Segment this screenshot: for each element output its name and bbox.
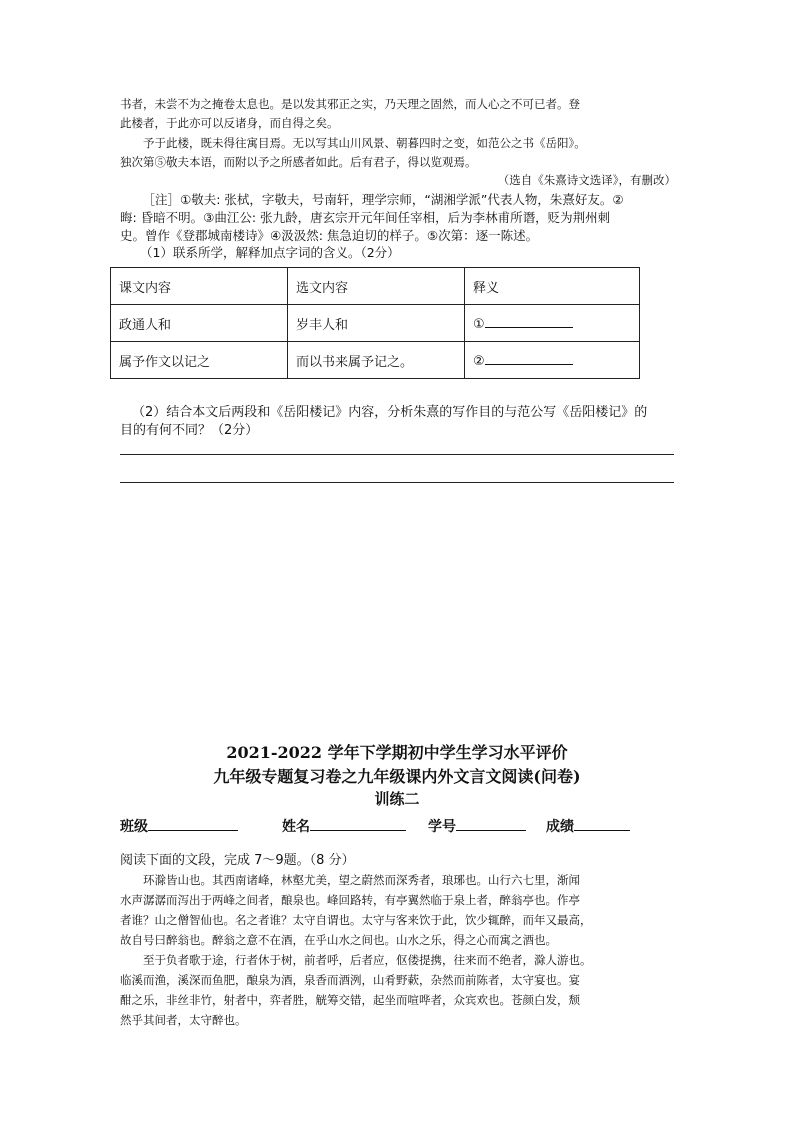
passage2-line: 故自号曰醉翁也。醉翁之意不在酒，在乎山水之间也。山水之乐，得之心而寓之酒也。 [120,933,557,947]
answer-number: ① [473,316,485,332]
table-cell: 属予作文以记之 [111,342,288,379]
name-field[interactable] [282,816,406,836]
question-2-line: （2）结合本文后两段和《岳阳楼记》内容，分析朱熹的写作目的与范公写《岳阳楼记》的 [132,405,648,420]
student-id-blank[interactable] [456,816,526,831]
passage2-line: 至于负者歌于途，行者休于树，前者呼，后者应，伛偻提携，往来而不绝者，滁人游也。 [143,953,592,967]
passage1-line: 书者，未尝不为之掩卷太息也。是以发其邪正之实，乃天理之固然，而人心之不可已者。登 [120,97,580,111]
student-id-label: 学号 [428,819,456,835]
exam-section-title: 训练二 [374,790,420,808]
name-label: 姓名 [282,819,310,835]
table-header-cell: 选文内容 [288,268,465,305]
passage2-line: 水声潺潺而泻出于两峰之间者，酿泉也。峰回路转，有亭翼然临于泉上者，醉翁亭也。作亭 [120,893,580,907]
passage2-line: 然乎其间者，太守醉也。 [120,1013,247,1027]
source-citation: （选自《朱熹诗文选译》，有删改） [497,173,676,187]
name-blank[interactable] [310,816,406,831]
note-line: 史。曾作《登郡城南楼诗》④汲汲然: 焦急迫切的样子。⑤次第：逐一陈述。 [120,228,539,243]
score-blank[interactable] [574,816,630,831]
answer-blank[interactable] [485,352,573,365]
table-header-cell: 释义 [465,268,640,305]
class-label: 班级 [120,819,148,835]
note-line: ［注］①敬夫: 张栻，字敬夫，号南轩，理学宗师，“湖湘学派”代表人物，朱熹好友。② [142,192,624,207]
exam-title: 2021-2022 学年下学期初中学生学习水平评价 [226,743,568,762]
table-header-cell: 课文内容 [111,268,288,305]
answer-cell[interactable] [465,342,640,379]
answer-line[interactable] [120,482,674,483]
table-header-row [111,268,640,305]
reading-instruction: 阅读下面的文段，完成 7～9题。（8 分） [120,853,355,868]
question-2-line: 目的有何不同？（2分） [120,423,259,438]
passage2-line: 者谁？山之僧智仙也。名之者谁？太守自谓也。太守与客来饮于此，饮少辄醉，而年又最高， [120,913,592,927]
answer-cell[interactable] [465,305,640,342]
class-field[interactable] [120,816,238,836]
score-field[interactable] [546,816,630,836]
table-cell: 而以书来属予记之。 [288,342,465,379]
table-cell: 政通人和 [111,305,288,342]
answer-number: ② [473,353,485,369]
exam-subtitle: 九年级专题复习卷之九年级课内外文言文阅读(问卷) [213,767,581,786]
answer-blank[interactable] [485,315,573,328]
table-cell: 岁丰人和 [288,305,465,342]
vocab-table [110,267,640,379]
passage2-line: 环滁皆山也。其西南诸峰，林壑尤美，望之蔚然而深秀者，琅琊也。山行六七里，渐闻 [143,873,580,887]
note-line: 晦: 昏暗不明。③曲江公: 张九龄，唐玄宗开元年间任宰相，后为李林甫所谮，贬为荆州刺 [120,210,611,225]
passage2-line: 酣之乐，非丝非竹，射者中，弈者胜，觥筹交错，起坐而喧哗者，众宾欢也。苍颜白发，颓 [120,993,580,1007]
class-blank[interactable] [148,816,238,831]
answer-line[interactable] [120,454,674,455]
passage2-line: 临溪而渔，溪深而鱼肥，酿泉为酒，泉香而酒洌，山肴野蔌，杂然而前陈者，太守宴也。宴 [120,973,580,987]
student-id-field[interactable] [428,816,526,836]
passage1-line: 此楼者，于此亦可以反诸身，而自得之矣。 [120,116,339,130]
score-label: 成绩 [546,819,574,835]
table-row [111,305,640,342]
question-1-prompt: （1）联系所学，解释加点字词的含义。（2分） [140,245,400,260]
passage1-line: 予于此楼，既未得往寓目焉。无以写其山川风景、朝暮四时之变，如范公之书《岳阳》。 [143,136,586,150]
table-row [111,342,640,379]
passage1-line: 独次第⑤敬夫本语，而附以予之所感者如此。后有君子，得以览观焉。 [120,155,477,169]
